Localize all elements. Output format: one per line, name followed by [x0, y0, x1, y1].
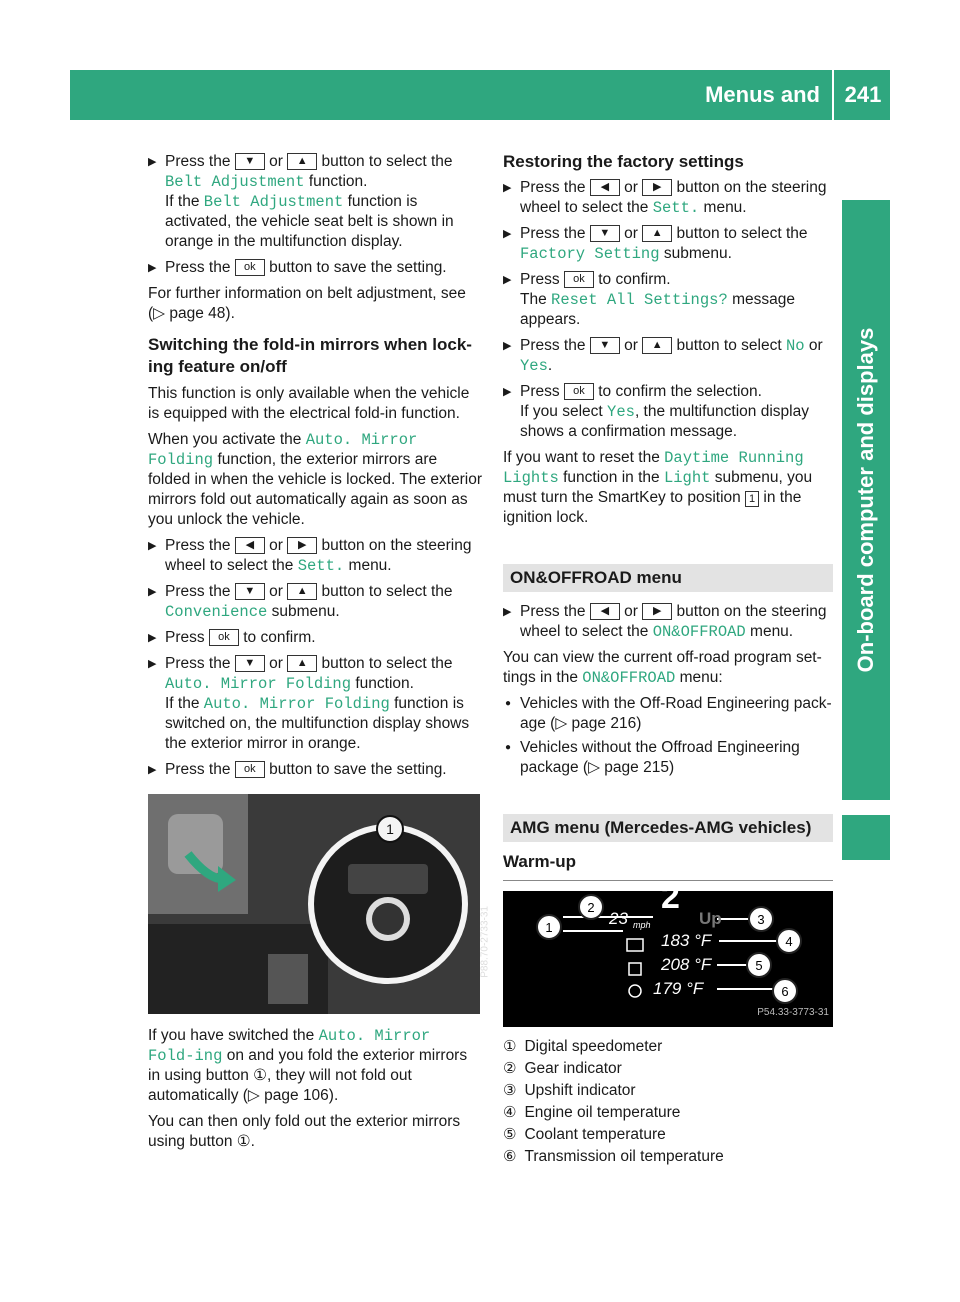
legend-label: Upshift indicator [524, 1082, 636, 1099]
down-key-icon: ▼ [235, 153, 265, 170]
legend-item [503, 1147, 833, 1167]
down-key-icon: ▼ [590, 225, 620, 242]
step: ▶ Press the ok button to save the setting. [148, 760, 483, 780]
header-divider [832, 70, 834, 120]
ignition-position-key: 1 [745, 491, 759, 507]
down-key-icon: ▼ [235, 655, 265, 672]
legend-label: Engine oil temperature [524, 1104, 681, 1121]
paragraph: If you have switched the Auto. Mirror Fold‐ing on and you fold the exterior mirrors in using button ①, they will not fold out automatically (▷ page 106). [148, 1027, 468, 1104]
step: ▶ Press the ◀ or ▶ button on the steering wheel to select the Sett. menu. [503, 178, 833, 218]
legend-number: ⑤ [503, 1126, 517, 1143]
legend-number: ① [503, 1038, 517, 1055]
step: ▶ Press ok to confirm. [148, 628, 483, 648]
paragraph: You can view the current off-road program set-tings in the ON&OFFROAD menu: [503, 649, 822, 687]
right-column [503, 152, 833, 1169]
up-key-icon: ▲ [287, 583, 317, 600]
photo-code: P88.70-2733-31 [480, 906, 491, 978]
step: ▶ Press the ▼ or ▲ button to select the Auto. Mirror Folding function. If the Auto. Mirror Folding function is switched on, the multifunction display shows the exterior mirror in orange. [148, 654, 483, 754]
paragraph: This function is only available when the vehicle is equipped with the electrical fold-in function. [148, 385, 470, 422]
step: ▶ Press ok to confirm the selection. If you select Yes, the multifunction display shows a confirmation message. [503, 382, 833, 442]
door-mirror-switch-photo [148, 794, 491, 1014]
left-key-icon: ◀ [590, 179, 620, 196]
step: ▶ Press the ok button to save the setting. [148, 258, 483, 278]
svg-text:1: 1 [386, 821, 394, 837]
right-key-icon: ▶ [287, 537, 317, 554]
svg-text:6: 6 [781, 984, 789, 999]
ok-key-icon: ok [564, 271, 594, 288]
page-title: Menus and submenus [705, 82, 820, 157]
section-heading: Warm-up [503, 852, 833, 881]
ok-key-icon: ok [235, 761, 265, 778]
legend-label: Transmission oil temperature [524, 1148, 724, 1165]
down-key-icon: ▼ [590, 337, 620, 354]
speed-unit: mph [633, 920, 651, 930]
up-key-icon: ▲ [642, 337, 672, 354]
figure-code: P54.33-3773-31 [757, 1007, 829, 1018]
ok-key-icon: ok [209, 629, 239, 646]
step: ▶ Press the ◀ or ▶ button on the steering wheel to select the ON&OFFROAD menu. [503, 602, 833, 642]
legend-label: Gear indicator [524, 1060, 622, 1077]
legend-item [503, 1059, 833, 1079]
legend-number: ③ [503, 1082, 517, 1099]
chapter-title: On-board computer and displays [853, 327, 878, 673]
svg-text:2: 2 [587, 900, 595, 915]
paragraph: If you want to reset the Daytime Running Lights function in the Light submenu, you must turn the SmartKey to position 1 in the ignition lock. [503, 449, 813, 526]
list-item: ● Vehicles without the Offroad Engineering package (▷ page 215) [503, 738, 833, 778]
legend [503, 1037, 833, 1167]
legend-item [503, 1081, 833, 1101]
legend-item [503, 1037, 833, 1057]
section-box: ON&OFFROAD menu [503, 564, 833, 592]
down-key-icon: ▼ [235, 583, 265, 600]
ok-key-icon: ok [235, 259, 265, 276]
svg-text:3: 3 [757, 912, 765, 927]
up-key-icon: ▲ [287, 153, 317, 170]
legend-number: ④ [503, 1104, 517, 1121]
page-number: 241 [844, 82, 882, 107]
oil-temp: 183 °F [661, 931, 712, 950]
amg-warmup-display [503, 878, 833, 1027]
paragraph: For further information on belt adjustment, see (▷ page 48). [148, 285, 466, 322]
legend-label: Digital speedometer [524, 1038, 663, 1055]
svg-text:1: 1 [545, 920, 553, 935]
legend-number: ② [503, 1060, 517, 1077]
left-column [148, 152, 491, 1158]
right-key-icon: ▶ [642, 603, 672, 620]
legend-item [503, 1103, 833, 1123]
svg-text:4: 4 [785, 934, 793, 949]
up-key-icon: ▲ [287, 655, 317, 672]
right-key-icon: ▶ [642, 179, 672, 196]
up-key-icon: ▲ [642, 225, 672, 242]
list-item: ● Vehicles with the Off-Road Engineering pack-age (▷ page 216) [503, 694, 833, 734]
ok-key-icon: ok [564, 383, 594, 400]
legend-number: ⑥ [503, 1148, 517, 1165]
paragraph: When you activate the Auto. Mirror Folding function, the exterior mirrors are folded in when the vehicle is locked. The exterior mirrors fold out automatically again as soon as you unlock the vehicle. [148, 431, 483, 528]
step: ▶ Press the ▼ or ▲ button to select No or Yes. [503, 336, 833, 376]
speed-value: 23 [609, 909, 628, 928]
chapter-marker [842, 815, 890, 860]
step: ▶ Press the ◀ or ▶ button on the steering wheel to select the Sett. menu. [148, 536, 483, 576]
paragraph: You can then only fold out the exterior mirrors using button ①. [148, 1113, 461, 1150]
legend-label: Coolant temperature [524, 1126, 666, 1143]
left-key-icon: ◀ [590, 603, 620, 620]
gear-value: 2 [661, 878, 680, 916]
upshift-indicator: Up [699, 909, 722, 928]
section-heading: Switching the fold-in mirrors when lock-ing feature on/off [148, 335, 472, 376]
section-heading: Restoring the factory settings [503, 152, 744, 171]
step: ▶ Press ok to confirm. The Reset All Settings? message appears. [503, 270, 833, 330]
step: ▶ Press the ▼ or ▲ button to select the Factory Setting submenu. [503, 224, 833, 264]
section-box: AMG menu (Mercedes-AMG vehicles) [503, 814, 833, 842]
legend-item [503, 1125, 833, 1145]
left-key-icon: ◀ [235, 537, 265, 554]
svg-text:5: 5 [755, 958, 763, 973]
transmission-temp: 179 °F [653, 979, 704, 998]
step: ▶ Press the ▼ or ▲ button to select the Convenience submenu. [148, 582, 483, 622]
coolant-temp: 208 °F [661, 955, 712, 974]
step: ▶ Press the ▼ or ▲ button to select the Belt Adjustment function. If the Belt Adjustment function is activated, the vehicle seat belt is shown in orange in the multifunction display. [148, 152, 483, 252]
